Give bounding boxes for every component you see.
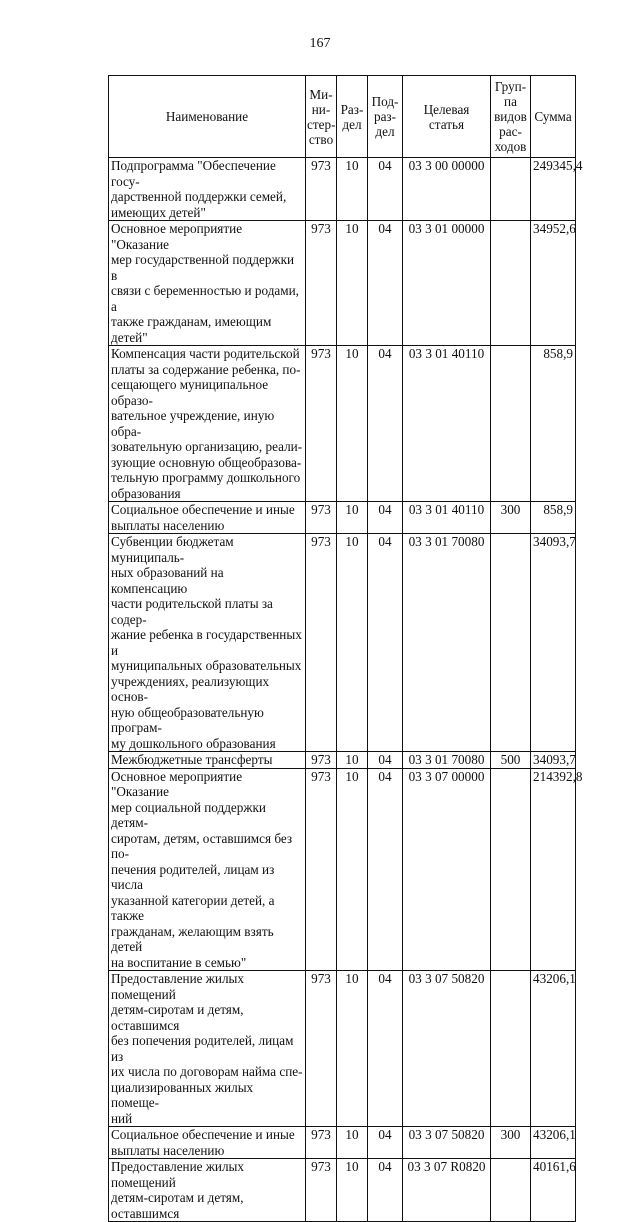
cell-section: 10	[337, 534, 368, 752]
cell-sum: 858,9	[531, 346, 576, 502]
budget-table	[108, 75, 583, 1222]
cell-name: Субвенции бюджетам муниципаль- ных образований на компенсацию части родительской платы за содер- жание ребенка в государственных и муниципальных образовательных учреждениях, реализующих основ- ную общеобразовательную програм- му дошкольного образования	[109, 534, 306, 752]
table-row	[109, 221, 576, 346]
cell-subsection: 04	[368, 534, 403, 752]
cell-section: 10	[337, 752, 368, 769]
cell-group	[491, 768, 531, 971]
header-target: Целевая статья	[403, 76, 491, 158]
page-number: 167	[309, 36, 331, 51]
cell-section: 10	[337, 971, 368, 1127]
cell-ministry: 973	[306, 346, 337, 502]
cell-sum: 34093,7	[531, 752, 576, 769]
cell-ministry: 973	[306, 534, 337, 752]
cell-group	[491, 158, 531, 221]
cell-sum: 34093,7	[531, 534, 576, 752]
cell-name: Предоставление жилых помещений детям-сиротам и детям, оставшимся	[109, 1159, 306, 1222]
cell-name: Подпрограмма "Обеспечение госу- дарственной поддержки семей, имеющих детей"	[109, 158, 306, 221]
cell-ministry: 973	[306, 752, 337, 769]
cell-ministry: 973	[306, 971, 337, 1127]
cell-ministry: 973	[306, 768, 337, 971]
cell-target: 03 3 01 40110	[403, 502, 491, 534]
header-group: Груп- па видов рас- ходов	[491, 76, 531, 158]
cell-sum: 858,9	[531, 502, 576, 534]
cell-target: 03 3 07 50820	[403, 1127, 491, 1159]
header-section: Раз- дел	[337, 76, 368, 158]
cell-sum: 34952,6	[531, 221, 576, 346]
cell-name: Основное мероприятие "Оказание мер государственной поддержки в связи с беременностью и родами, а также гражданам, имеющим детей"	[109, 221, 306, 346]
cell-name: Предоставление жилых помещений детям-сиротам и детям, оставшимся без попечения родителей, лицам из их числа по договорам найма спе- циализированных жилых помеще- ний	[109, 971, 306, 1127]
cell-sum: 43206,1	[531, 971, 576, 1127]
table-row	[109, 971, 576, 1127]
cell-ministry: 973	[306, 502, 337, 534]
cell-subsection: 04	[368, 752, 403, 769]
cell-target: 03 3 01 40110	[403, 346, 491, 502]
cell-subsection: 04	[368, 502, 403, 534]
cell-group: 300	[491, 502, 531, 534]
header-ministry: Ми- ни- стер- ство	[306, 76, 337, 158]
cell-name: Компенсация части родительской платы за содержание ребенка, по- сещающего муниципальное образо- вательное учреждение, иную обра- зовательную организацию, реали- зующие основную общеобразова- тельную программу дошкольного образования	[109, 346, 306, 502]
cell-sum: 214392,8	[531, 768, 576, 971]
cell-name: Основное мероприятие "Оказание мер социальной поддержки детям- сиротам, детям, оставшимся без по- печения родителей, лицам из числа указанной категории детей, а также гражданам, желающим взять детей на воспитание в семью"	[109, 768, 306, 971]
cell-ministry: 973	[306, 1127, 337, 1159]
cell-group: 300	[491, 1127, 531, 1159]
cell-group	[491, 534, 531, 752]
cell-target: 03 3 00 00000	[403, 158, 491, 221]
table-row	[109, 1159, 576, 1222]
cell-group	[491, 346, 531, 502]
table-row	[109, 502, 576, 534]
cell-section: 10	[337, 1159, 368, 1222]
cell-name: Социальное обеспечение и иные выплаты населению	[109, 502, 306, 534]
cell-name: Межбюджетные трансферты	[109, 752, 306, 769]
cell-section: 10	[337, 768, 368, 971]
cell-subsection: 04	[368, 1127, 403, 1159]
cell-group	[491, 1159, 531, 1222]
cell-name: Социальное обеспечение и иные выплаты населению	[109, 1127, 306, 1159]
cell-subsection: 04	[368, 768, 403, 971]
table-row	[109, 346, 576, 502]
cell-ministry: 973	[306, 221, 337, 346]
table-row	[109, 534, 576, 752]
table-header-row	[109, 76, 576, 158]
cell-sum: 249345,4	[531, 158, 576, 221]
header-sum: Сумма	[531, 76, 576, 158]
cell-target: 03 3 01 00000	[403, 221, 491, 346]
cell-section: 10	[337, 346, 368, 502]
header-subsection: Под- раз- дел	[368, 76, 403, 158]
cell-subsection: 04	[368, 1159, 403, 1222]
cell-subsection: 04	[368, 221, 403, 346]
cell-target: 03 3 07 R0820	[403, 1159, 491, 1222]
table-row	[109, 752, 576, 769]
cell-sum: 40161,6	[531, 1159, 576, 1222]
cell-sum: 43206,1	[531, 1127, 576, 1159]
cell-section: 10	[337, 1127, 368, 1159]
table-row	[109, 768, 576, 971]
cell-ministry: 973	[306, 1159, 337, 1222]
header-name: Наименование	[109, 76, 306, 158]
table-body	[109, 158, 583, 1222]
cell-target: 03 3 01 70080	[403, 534, 491, 752]
cell-section: 10	[337, 502, 368, 534]
cell-group	[491, 971, 531, 1127]
cell-group: 500	[491, 752, 531, 769]
cell-target: 03 3 07 50820	[403, 971, 491, 1127]
cell-section: 10	[337, 221, 368, 346]
table-row	[109, 1127, 576, 1159]
cell-subsection: 04	[368, 346, 403, 502]
cell-ministry: 973	[306, 158, 337, 221]
cell-subsection: 04	[368, 158, 403, 221]
cell-target: 03 3 01 70080	[403, 752, 491, 769]
table-row	[109, 158, 576, 221]
cell-group	[491, 221, 531, 346]
cell-target: 03 3 07 00000	[403, 768, 491, 971]
cell-section: 10	[337, 158, 368, 221]
cell-subsection: 04	[368, 971, 403, 1127]
